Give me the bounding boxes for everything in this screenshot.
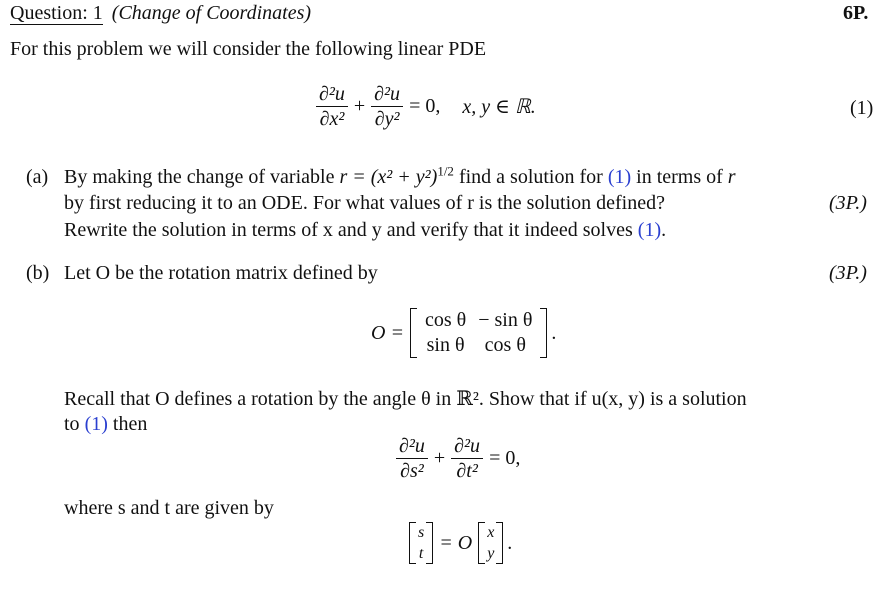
- question-topic: (Change of Coordinates): [111, 2, 312, 24]
- part-b-recall: Recall that O defines a rotation by the angle θ in ℝ². Show that if u(x, y) is a solution: [64, 388, 747, 410]
- part-a-var: r: [727, 166, 736, 188]
- frac-utt-num: ∂²u: [454, 435, 481, 457]
- part-a-line1-mid: find a solution for: [458, 166, 603, 188]
- matrix-cell: sin θ: [426, 334, 465, 356]
- part-a-line1-post: in terms of: [636, 166, 723, 188]
- plus-sign: +: [433, 447, 446, 469]
- part-b-recall2-pre: to: [64, 413, 80, 435]
- frac-uyy: [371, 82, 403, 131]
- plus-sign: +: [353, 95, 366, 117]
- vector-cell: x: [487, 524, 495, 541]
- total-points: 6P.: [843, 2, 869, 24]
- vector-row: [416, 543, 426, 564]
- frac-utt: [451, 434, 483, 483]
- part-a-line3-post: .: [661, 219, 667, 241]
- part-a-line3: [64, 219, 666, 242]
- frac-uss-den: ∂s²: [396, 458, 428, 483]
- vector-end: .: [507, 531, 513, 554]
- matrix-cell: cos θ: [424, 309, 467, 331]
- frac-uxx-den: ∂x²: [316, 106, 348, 131]
- frac-uyy-den: ∂y²: [371, 106, 403, 131]
- part-a-line2: by first reducing it to an ODE. For what values of r is the solution defined?: [64, 192, 665, 214]
- frac-uxx-num: ∂²u: [319, 83, 345, 105]
- intro-text: For this problem we will consider the following linear PDE: [10, 38, 487, 60]
- st-equation: [396, 434, 520, 483]
- st-equation-rhs: = 0,: [489, 447, 521, 469]
- frac-utt-den: ∂t²: [451, 458, 483, 483]
- equation-ref-link[interactable]: (1): [607, 166, 632, 188]
- matrix-row: [419, 308, 538, 333]
- frac-uss: [396, 434, 428, 483]
- part-a-line1: [64, 163, 736, 189]
- matrix-lhs: O =: [371, 321, 404, 344]
- vector-st: [409, 522, 433, 564]
- vector-row: [416, 522, 426, 543]
- question-label: Question: 1: [10, 2, 103, 24]
- equation-domain: x, y ∈ ℝ.: [462, 96, 536, 118]
- rotation-matrix-equation: [371, 308, 556, 358]
- vector-cell: y: [487, 545, 495, 562]
- frac-uxx: [316, 82, 348, 131]
- part-a-label: (a): [26, 166, 49, 188]
- part-b-recall2: [64, 413, 147, 436]
- frac-uyy-num: ∂²u: [374, 83, 401, 105]
- matrix-cell: − sin θ: [478, 309, 533, 331]
- vector-cell: t: [418, 545, 424, 562]
- part-a-points: (3P.): [829, 192, 867, 214]
- vector-xy: [478, 522, 503, 564]
- matrix-row: [419, 333, 538, 358]
- part-a-exponent: 1/2: [437, 163, 454, 179]
- question-header: [10, 2, 311, 25]
- equation-rhs: = 0,: [409, 95, 441, 117]
- part-b-recall2-post: then: [112, 413, 148, 435]
- rotation-matrix: [410, 308, 547, 358]
- part-a-line1-pre: By making the change of variable: [64, 166, 335, 188]
- equation-ref-link[interactable]: (1): [637, 219, 662, 241]
- equation-ref-link[interactable]: (1): [84, 413, 108, 435]
- vector-equation: [409, 522, 512, 564]
- equation-number: (1): [850, 97, 874, 119]
- part-b-label: (b): [26, 262, 50, 284]
- matrix-end: .: [551, 321, 557, 344]
- vector-mid: = O: [439, 531, 473, 554]
- matrix-cell: cos θ: [484, 334, 526, 356]
- vector-row: [485, 543, 496, 564]
- part-a-formula: r = (x² + y²): [339, 166, 438, 188]
- frac-uss-num: ∂²u: [399, 435, 425, 457]
- part-a-line3-pre: Rewrite the solution in terms of x and y and verify that it indeed solves: [64, 219, 633, 241]
- main-equation: [316, 82, 536, 131]
- vector-row: [485, 522, 496, 543]
- part-b-points: (3P.): [829, 262, 867, 284]
- vector-cell: s: [418, 524, 425, 541]
- part-b-line1: Let O be the rotation matrix defined by: [64, 262, 378, 284]
- where-text: where s and t are given by: [64, 497, 274, 519]
